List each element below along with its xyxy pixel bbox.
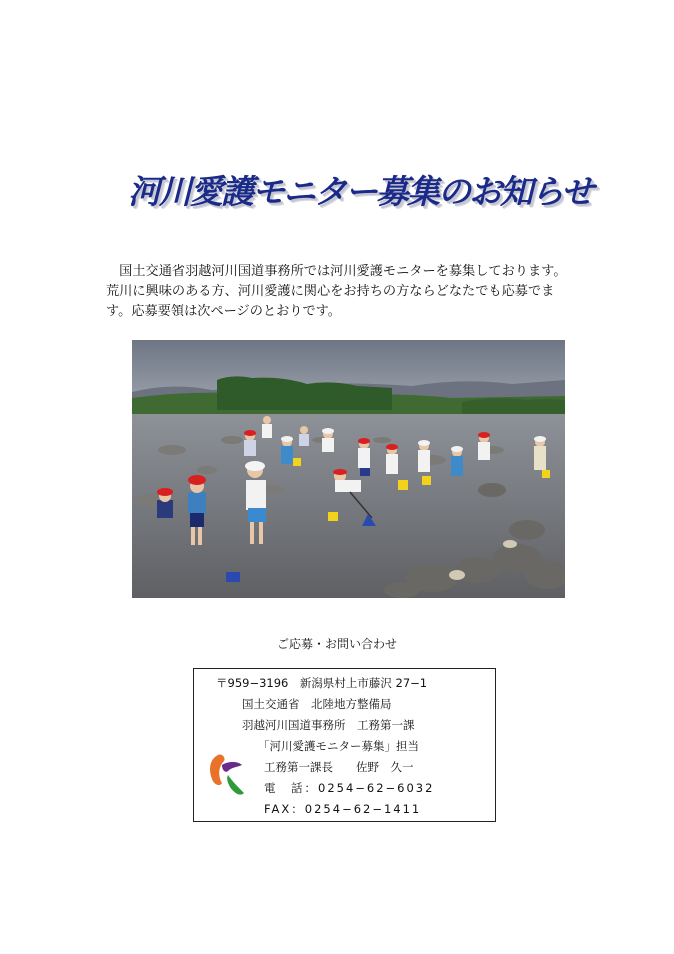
river-children-photo — [132, 340, 565, 598]
contact-program: 「河川愛護モニター募集」担当 — [258, 739, 419, 753]
intro-line-1: 国土交通省羽越河川国道事務所では河川愛護モニターを募集しております。 — [106, 264, 567, 279]
contact-telephone: 電 話：0254−62−6032 — [264, 781, 435, 795]
intro-paragraph — [106, 262, 592, 322]
page-title: 河川愛護モニター募集のお知らせ — [128, 172, 593, 211]
ministry-logo-svg — [208, 753, 248, 799]
contact-person: 工務第一課長 佐野 久一 — [264, 760, 414, 774]
contact-postal-address: 〒959−3196 新潟県村上市藤沢 27−1 — [216, 676, 428, 690]
contact-fax: FAX：0254−62−1411 — [264, 802, 422, 816]
contact-organization: 国土交通省 北陸地方整備局 — [242, 697, 392, 711]
photo-illustration — [132, 340, 565, 598]
intro-line-3: す。応募要領は次ページのとおりです。 — [106, 304, 341, 319]
contact-heading: ご応募・お問い合わせ — [276, 637, 397, 651]
contact-box — [193, 668, 496, 822]
contact-office: 羽越河川国道事務所 工務第一課 — [242, 718, 415, 732]
intro-line-2: 荒川に興味のある方、河川愛護に関心をお持ちの方ならどなたでも応募でま — [106, 284, 555, 299]
ministry-logo-icon — [208, 753, 248, 799]
